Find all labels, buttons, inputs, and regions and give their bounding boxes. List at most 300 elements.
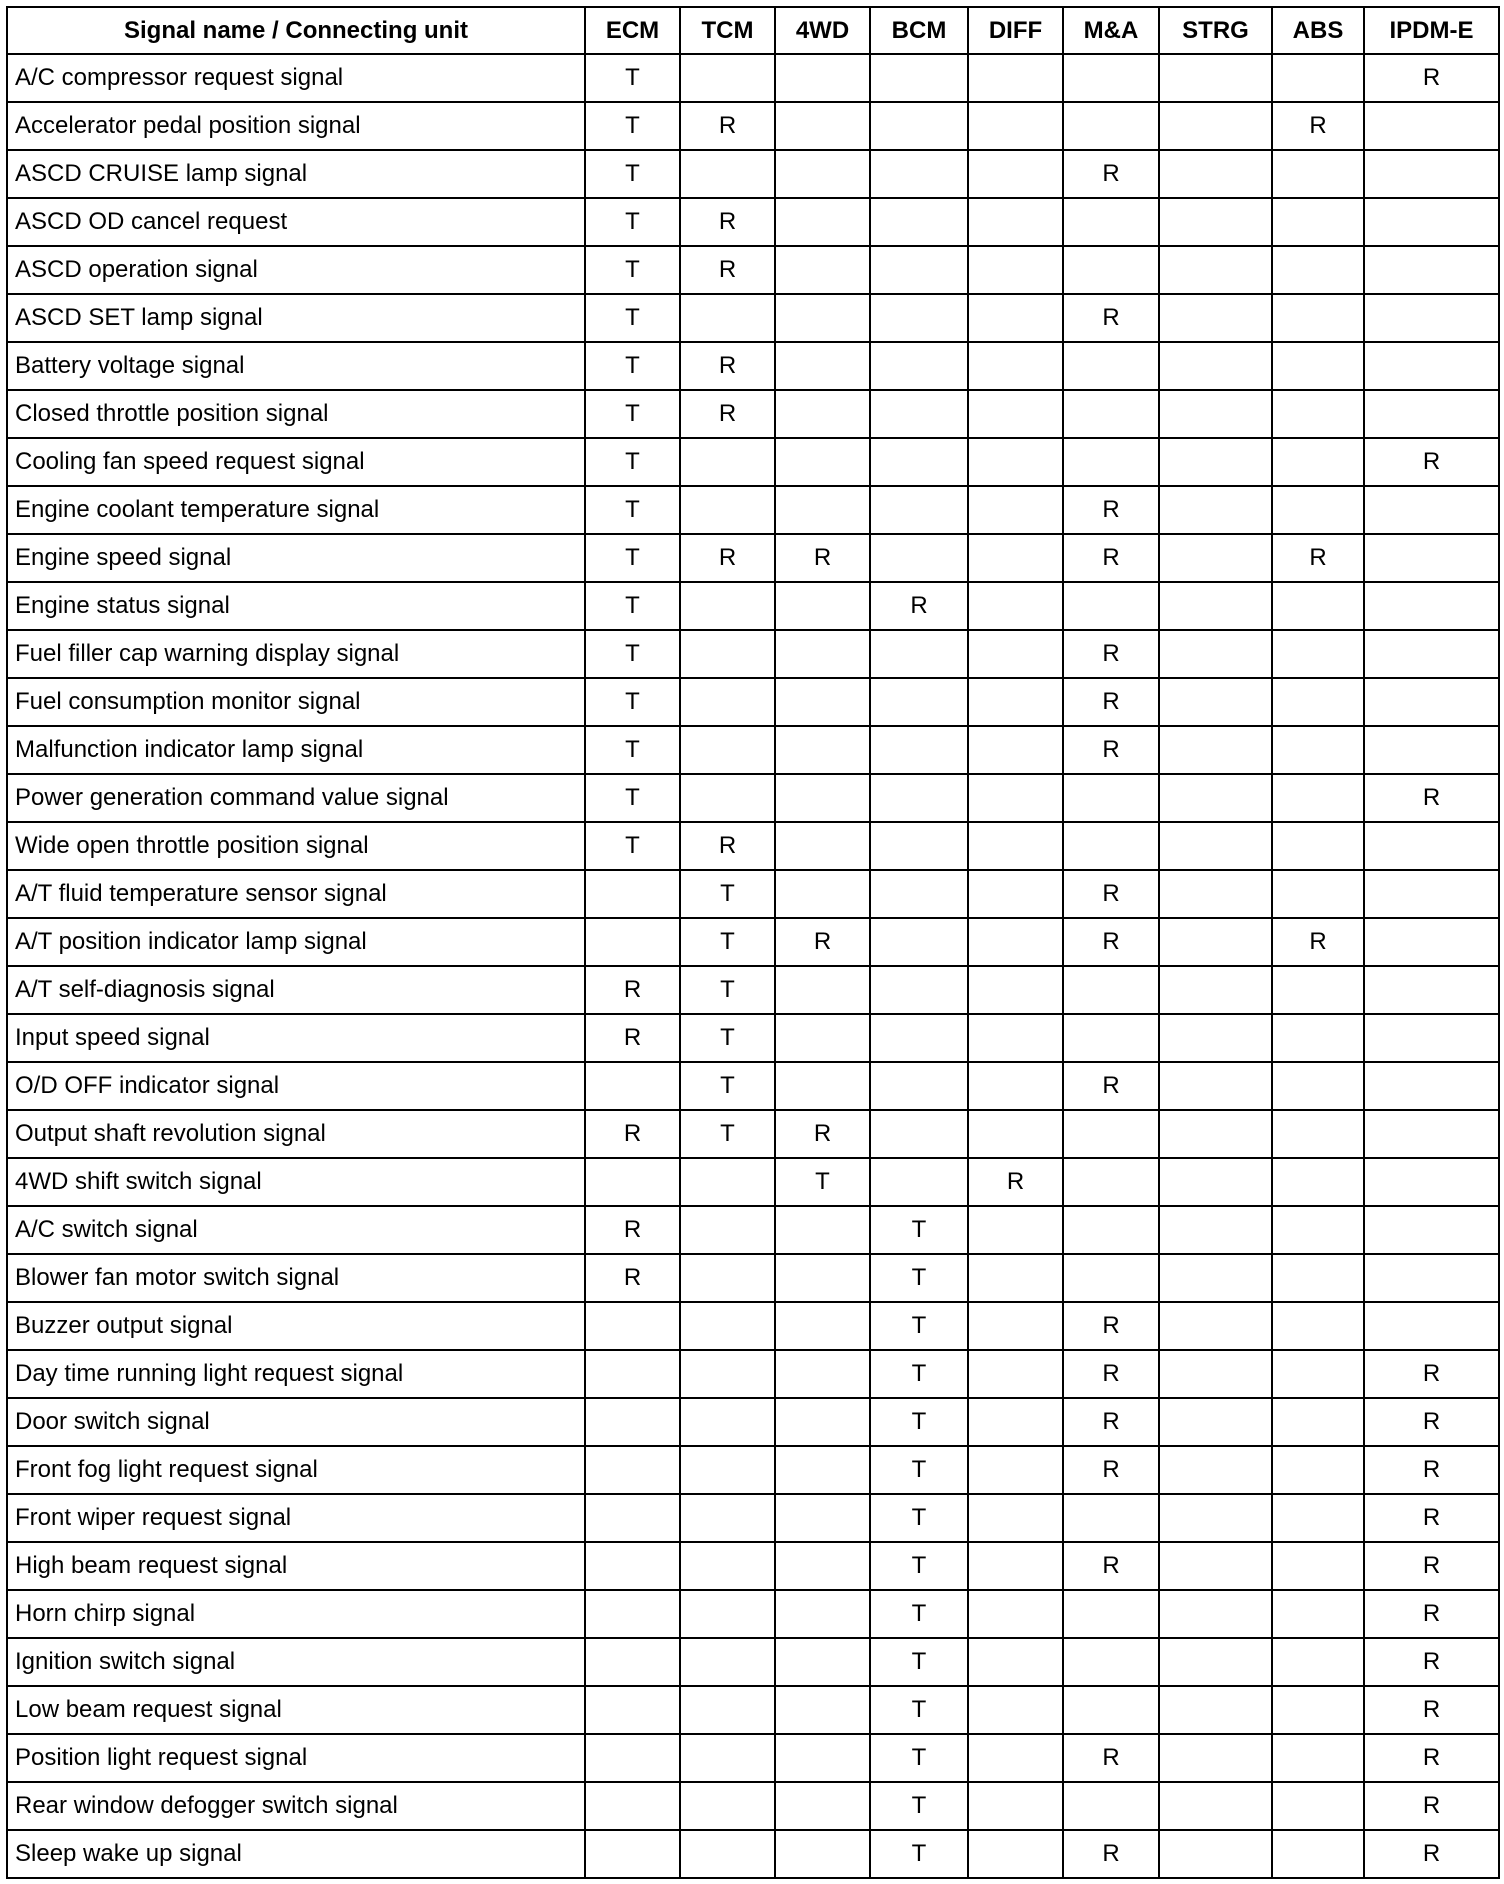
unit-mark-cell: R [1272, 534, 1364, 582]
table-row [7, 1254, 1499, 1302]
table-row [7, 1302, 1499, 1350]
unit-mark-cell [775, 1686, 870, 1734]
table-row [7, 1350, 1499, 1398]
unit-mark-cell: T [870, 1542, 968, 1590]
unit-mark-cell [1272, 870, 1364, 918]
unit-mark-cell: T [870, 1446, 968, 1494]
unit-mark-cell [1272, 1686, 1364, 1734]
unit-mark-cell [968, 1446, 1063, 1494]
signal-name-cell: Closed throttle position signal [7, 390, 585, 438]
signal-name-cell: Input speed signal [7, 1014, 585, 1062]
unit-mark-cell: R [680, 246, 775, 294]
signal-name-cell: Engine speed signal [7, 534, 585, 582]
unit-mark-cell [775, 246, 870, 294]
unit-mark-cell [968, 150, 1063, 198]
signal-name-cell: A/T fluid temperature sensor signal [7, 870, 585, 918]
table-row [7, 198, 1499, 246]
unit-mark-cell [1159, 774, 1272, 822]
unit-mark-cell: T [585, 150, 680, 198]
unit-mark-cell: R [680, 342, 775, 390]
unit-mark-cell [1364, 966, 1499, 1014]
unit-mark-cell [1063, 1638, 1159, 1686]
unit-mark-cell [585, 1734, 680, 1782]
signal-table [6, 6, 1500, 1879]
signal-name-cell: Buzzer output signal [7, 1302, 585, 1350]
unit-mark-cell: R [1063, 678, 1159, 726]
unit-mark-cell [1159, 1350, 1272, 1398]
unit-mark-cell [1364, 1014, 1499, 1062]
unit-mark-cell: R [1063, 1542, 1159, 1590]
table-row [7, 150, 1499, 198]
unit-mark-cell [1272, 1062, 1364, 1110]
table-row [7, 342, 1499, 390]
header-row [7, 7, 1499, 54]
unit-mark-cell [968, 102, 1063, 150]
unit-mark-cell [775, 1734, 870, 1782]
unit-mark-cell: R [585, 966, 680, 1014]
table-row [7, 102, 1499, 150]
unit-mark-cell [1159, 1734, 1272, 1782]
table-row [7, 1062, 1499, 1110]
unit-mark-cell [968, 1590, 1063, 1638]
signal-name-cell: Cooling fan speed request signal [7, 438, 585, 486]
unit-mark-cell [1159, 198, 1272, 246]
unit-mark-cell [870, 918, 968, 966]
signal-name-cell: Battery voltage signal [7, 342, 585, 390]
unit-mark-cell [775, 1494, 870, 1542]
unit-mark-cell [775, 1782, 870, 1830]
unit-mark-cell: R [1364, 1494, 1499, 1542]
unit-mark-cell [1063, 438, 1159, 486]
table-header [7, 7, 1499, 54]
unit-mark-cell [1159, 1302, 1272, 1350]
unit-mark-cell [968, 342, 1063, 390]
table-row [7, 1398, 1499, 1446]
unit-mark-cell: T [870, 1638, 968, 1686]
unit-mark-cell: T [585, 486, 680, 534]
unit-mark-cell [870, 150, 968, 198]
signal-name-cell: ASCD SET lamp signal [7, 294, 585, 342]
unit-mark-cell [1272, 1494, 1364, 1542]
column-header-unit: ECM [585, 7, 680, 54]
column-header-unit: STRG [1159, 7, 1272, 54]
unit-mark-cell [1159, 1638, 1272, 1686]
column-header-unit: ABS [1272, 7, 1364, 54]
unit-mark-cell [1063, 774, 1159, 822]
unit-mark-cell [968, 966, 1063, 1014]
unit-mark-cell [585, 1830, 680, 1878]
unit-mark-cell [1159, 1590, 1272, 1638]
table-row [7, 1014, 1499, 1062]
unit-mark-cell [1063, 1782, 1159, 1830]
unit-mark-cell [1364, 726, 1499, 774]
unit-mark-cell: R [680, 390, 775, 438]
unit-mark-cell [680, 54, 775, 102]
unit-mark-cell: R [1063, 1446, 1159, 1494]
unit-mark-cell [1364, 678, 1499, 726]
unit-mark-cell [1063, 198, 1159, 246]
unit-mark-cell: R [1063, 1302, 1159, 1350]
signal-name-cell: Power generation command value signal [7, 774, 585, 822]
unit-mark-cell [1272, 582, 1364, 630]
unit-mark-cell: R [1364, 1782, 1499, 1830]
unit-mark-cell: T [585, 246, 680, 294]
table-row [7, 1158, 1499, 1206]
unit-mark-cell: T [585, 582, 680, 630]
unit-mark-cell [1063, 582, 1159, 630]
unit-mark-cell [968, 1494, 1063, 1542]
unit-mark-cell: T [585, 198, 680, 246]
unit-mark-cell [968, 534, 1063, 582]
unit-mark-cell: R [1272, 918, 1364, 966]
unit-mark-cell [1272, 1158, 1364, 1206]
unit-mark-cell [680, 1398, 775, 1446]
unit-mark-cell [1272, 54, 1364, 102]
unit-mark-cell: R [1063, 150, 1159, 198]
unit-mark-cell [1272, 1302, 1364, 1350]
signal-name-cell: Malfunction indicator lamp signal [7, 726, 585, 774]
table-row [7, 726, 1499, 774]
unit-mark-cell [1159, 1446, 1272, 1494]
unit-mark-cell: R [775, 534, 870, 582]
unit-mark-cell [870, 438, 968, 486]
unit-mark-cell: T [585, 774, 680, 822]
unit-mark-cell: T [585, 102, 680, 150]
unit-mark-cell [1272, 1638, 1364, 1686]
unit-mark-cell [1364, 1062, 1499, 1110]
unit-mark-cell [1364, 918, 1499, 966]
unit-mark-cell [870, 1014, 968, 1062]
unit-mark-cell [1364, 1158, 1499, 1206]
unit-mark-cell: R [1364, 438, 1499, 486]
unit-mark-cell [870, 822, 968, 870]
unit-mark-cell [968, 1254, 1063, 1302]
unit-mark-cell: R [1364, 1686, 1499, 1734]
unit-mark-cell: R [1063, 726, 1159, 774]
signal-name-cell: Fuel consumption monitor signal [7, 678, 585, 726]
unit-mark-cell: T [870, 1782, 968, 1830]
unit-mark-cell [775, 1062, 870, 1110]
unit-mark-cell [775, 1206, 870, 1254]
unit-mark-cell [680, 630, 775, 678]
unit-mark-cell [968, 678, 1063, 726]
unit-mark-cell: R [1364, 1638, 1499, 1686]
unit-mark-cell [968, 1398, 1063, 1446]
unit-mark-cell [1272, 342, 1364, 390]
unit-mark-cell: T [870, 1590, 968, 1638]
unit-mark-cell [1159, 1830, 1272, 1878]
unit-mark-cell [1159, 726, 1272, 774]
unit-mark-cell [585, 1062, 680, 1110]
unit-mark-cell: T [585, 294, 680, 342]
unit-mark-cell: T [585, 726, 680, 774]
signal-name-cell: High beam request signal [7, 1542, 585, 1590]
table-row [7, 54, 1499, 102]
unit-mark-cell [968, 870, 1063, 918]
unit-mark-cell: R [1063, 1350, 1159, 1398]
table-row [7, 1446, 1499, 1494]
unit-mark-cell: R [968, 1158, 1063, 1206]
unit-mark-cell [585, 1302, 680, 1350]
unit-mark-cell [1159, 246, 1272, 294]
unit-mark-cell [1272, 438, 1364, 486]
table-row [7, 1638, 1499, 1686]
unit-mark-cell [775, 1446, 870, 1494]
signal-name-cell: Low beam request signal [7, 1686, 585, 1734]
unit-mark-cell [870, 678, 968, 726]
signal-name-cell: Output shaft revolution signal [7, 1110, 585, 1158]
signal-name-cell: ASCD OD cancel request [7, 198, 585, 246]
unit-mark-cell [1272, 1542, 1364, 1590]
unit-mark-cell [870, 1158, 968, 1206]
unit-mark-cell [775, 774, 870, 822]
unit-mark-cell [1159, 822, 1272, 870]
unit-mark-cell: R [1364, 1446, 1499, 1494]
signal-name-cell: ASCD operation signal [7, 246, 585, 294]
signal-name-cell: ASCD CRUISE lamp signal [7, 150, 585, 198]
unit-mark-cell [1364, 1254, 1499, 1302]
column-header-unit: M&A [1063, 7, 1159, 54]
unit-mark-cell [775, 102, 870, 150]
unit-mark-cell [680, 1254, 775, 1302]
unit-mark-cell [775, 678, 870, 726]
unit-mark-cell [968, 390, 1063, 438]
unit-mark-cell [968, 1830, 1063, 1878]
unit-mark-cell: R [1063, 1734, 1159, 1782]
unit-mark-cell [1063, 1686, 1159, 1734]
unit-mark-cell [1159, 342, 1272, 390]
unit-mark-cell [1272, 726, 1364, 774]
unit-mark-cell [680, 1350, 775, 1398]
unit-mark-cell [870, 1110, 968, 1158]
unit-mark-cell [1364, 198, 1499, 246]
column-header-signal-name: Signal name / Connecting unit [7, 7, 585, 54]
unit-mark-cell: T [680, 1014, 775, 1062]
unit-mark-cell [1272, 294, 1364, 342]
table-row [7, 774, 1499, 822]
unit-mark-cell [968, 1302, 1063, 1350]
unit-mark-cell [775, 54, 870, 102]
unit-mark-cell: R [1063, 1398, 1159, 1446]
signal-name-cell: Fuel filler cap warning display signal [7, 630, 585, 678]
unit-mark-cell [775, 582, 870, 630]
unit-mark-cell [1063, 966, 1159, 1014]
unit-mark-cell [1272, 1254, 1364, 1302]
unit-mark-cell [1272, 678, 1364, 726]
unit-mark-cell [1364, 390, 1499, 438]
unit-mark-cell [1159, 582, 1272, 630]
unit-mark-cell [968, 1206, 1063, 1254]
unit-mark-cell [1159, 966, 1272, 1014]
unit-mark-cell [680, 1206, 775, 1254]
unit-mark-cell: R [1063, 1830, 1159, 1878]
unit-mark-cell [1063, 342, 1159, 390]
signal-name-cell: Blower fan motor switch signal [7, 1254, 585, 1302]
unit-mark-cell [1063, 822, 1159, 870]
unit-mark-cell [1272, 1350, 1364, 1398]
unit-mark-cell [775, 1350, 870, 1398]
unit-mark-cell [1272, 966, 1364, 1014]
table-row [7, 1590, 1499, 1638]
unit-mark-cell [1272, 1110, 1364, 1158]
unit-mark-cell: R [1063, 870, 1159, 918]
unit-mark-cell [968, 1062, 1063, 1110]
unit-mark-cell [1272, 1014, 1364, 1062]
unit-mark-cell [585, 1590, 680, 1638]
unit-mark-cell [680, 1494, 775, 1542]
unit-mark-cell [1063, 1590, 1159, 1638]
unit-mark-cell [585, 870, 680, 918]
unit-mark-cell [1159, 1254, 1272, 1302]
unit-mark-cell [1159, 150, 1272, 198]
unit-mark-cell [775, 966, 870, 1014]
table-row [7, 582, 1499, 630]
unit-mark-cell [1159, 102, 1272, 150]
signal-name-cell: A/C compressor request signal [7, 54, 585, 102]
unit-mark-cell [585, 1398, 680, 1446]
unit-mark-cell: R [1063, 630, 1159, 678]
unit-mark-cell [680, 1590, 775, 1638]
unit-mark-cell [870, 246, 968, 294]
unit-mark-cell: R [1364, 1398, 1499, 1446]
unit-mark-cell [968, 726, 1063, 774]
unit-mark-cell [968, 246, 1063, 294]
column-header-unit: DIFF [968, 7, 1063, 54]
unit-mark-cell [680, 1158, 775, 1206]
unit-mark-cell [1272, 1830, 1364, 1878]
unit-mark-cell: R [1063, 294, 1159, 342]
unit-mark-cell: T [585, 342, 680, 390]
unit-mark-cell [870, 294, 968, 342]
signal-name-cell: Horn chirp signal [7, 1590, 585, 1638]
unit-mark-cell: T [585, 534, 680, 582]
unit-mark-cell [1159, 918, 1272, 966]
unit-mark-cell [680, 774, 775, 822]
unit-mark-cell [1364, 1302, 1499, 1350]
unit-mark-cell [968, 918, 1063, 966]
table-row [7, 966, 1499, 1014]
signal-name-cell: Accelerator pedal position signal [7, 102, 585, 150]
table-row [7, 918, 1499, 966]
unit-mark-cell [680, 1830, 775, 1878]
unit-mark-cell: R [680, 198, 775, 246]
unit-mark-cell [1063, 54, 1159, 102]
unit-mark-cell [680, 1446, 775, 1494]
unit-mark-cell: R [1063, 534, 1159, 582]
unit-mark-cell [1272, 150, 1364, 198]
unit-mark-cell: R [585, 1254, 680, 1302]
unit-mark-cell: R [680, 102, 775, 150]
unit-mark-cell: T [585, 390, 680, 438]
unit-mark-cell: T [870, 1350, 968, 1398]
unit-mark-cell: R [1063, 486, 1159, 534]
unit-mark-cell [775, 294, 870, 342]
signal-name-cell: Wide open throttle position signal [7, 822, 585, 870]
unit-mark-cell [1159, 534, 1272, 582]
unit-mark-cell: T [585, 678, 680, 726]
unit-mark-cell: R [1364, 1350, 1499, 1398]
unit-mark-cell: R [775, 1110, 870, 1158]
unit-mark-cell [1272, 486, 1364, 534]
unit-mark-cell [680, 294, 775, 342]
unit-mark-cell [870, 630, 968, 678]
table-row [7, 1542, 1499, 1590]
unit-mark-cell [870, 486, 968, 534]
unit-mark-cell [1063, 1254, 1159, 1302]
unit-mark-cell: T [870, 1734, 968, 1782]
table-row [7, 438, 1499, 486]
unit-mark-cell [1159, 678, 1272, 726]
unit-mark-cell [585, 1494, 680, 1542]
unit-mark-cell [1159, 630, 1272, 678]
signal-name-cell: A/T position indicator lamp signal [7, 918, 585, 966]
unit-mark-cell [968, 1110, 1063, 1158]
unit-mark-cell: T [870, 1830, 968, 1878]
unit-mark-cell [1159, 1542, 1272, 1590]
unit-mark-cell [870, 342, 968, 390]
unit-mark-cell [1364, 630, 1499, 678]
unit-mark-cell [680, 150, 775, 198]
unit-mark-cell [1272, 1206, 1364, 1254]
unit-mark-cell [680, 1302, 775, 1350]
unit-mark-cell [1364, 486, 1499, 534]
table-row [7, 822, 1499, 870]
unit-mark-cell [1063, 1158, 1159, 1206]
unit-mark-cell [680, 438, 775, 486]
unit-mark-cell [1159, 1494, 1272, 1542]
unit-mark-cell [1364, 342, 1499, 390]
unit-mark-cell [1159, 1158, 1272, 1206]
unit-mark-cell: T [680, 918, 775, 966]
unit-mark-cell [1272, 1446, 1364, 1494]
unit-mark-cell [775, 438, 870, 486]
unit-mark-cell [775, 198, 870, 246]
unit-mark-cell [870, 726, 968, 774]
unit-mark-cell [968, 438, 1063, 486]
unit-mark-cell [968, 198, 1063, 246]
unit-mark-cell: R [1063, 918, 1159, 966]
unit-mark-cell: R [680, 534, 775, 582]
unit-mark-cell: T [585, 630, 680, 678]
unit-mark-cell [1364, 582, 1499, 630]
unit-mark-cell [1063, 102, 1159, 150]
unit-mark-cell [585, 1158, 680, 1206]
unit-mark-cell: R [1364, 54, 1499, 102]
signal-name-cell: Position light request signal [7, 1734, 585, 1782]
unit-mark-cell [968, 1734, 1063, 1782]
signal-name-cell: Rear window defogger switch signal [7, 1782, 585, 1830]
unit-mark-cell [680, 1686, 775, 1734]
unit-mark-cell [870, 534, 968, 582]
unit-mark-cell [775, 822, 870, 870]
unit-mark-cell [968, 54, 1063, 102]
unit-mark-cell [585, 1686, 680, 1734]
unit-mark-cell [1159, 486, 1272, 534]
unit-mark-cell [968, 822, 1063, 870]
unit-mark-cell [1159, 1110, 1272, 1158]
unit-mark-cell [1364, 1206, 1499, 1254]
unit-mark-cell [870, 390, 968, 438]
unit-mark-cell [1063, 1494, 1159, 1542]
unit-mark-cell [775, 870, 870, 918]
unit-mark-cell: R [585, 1014, 680, 1062]
unit-mark-cell: R [775, 918, 870, 966]
unit-mark-cell [775, 1398, 870, 1446]
unit-mark-cell [680, 726, 775, 774]
unit-mark-cell: R [585, 1206, 680, 1254]
unit-mark-cell [1159, 54, 1272, 102]
signal-name-cell: Engine status signal [7, 582, 585, 630]
